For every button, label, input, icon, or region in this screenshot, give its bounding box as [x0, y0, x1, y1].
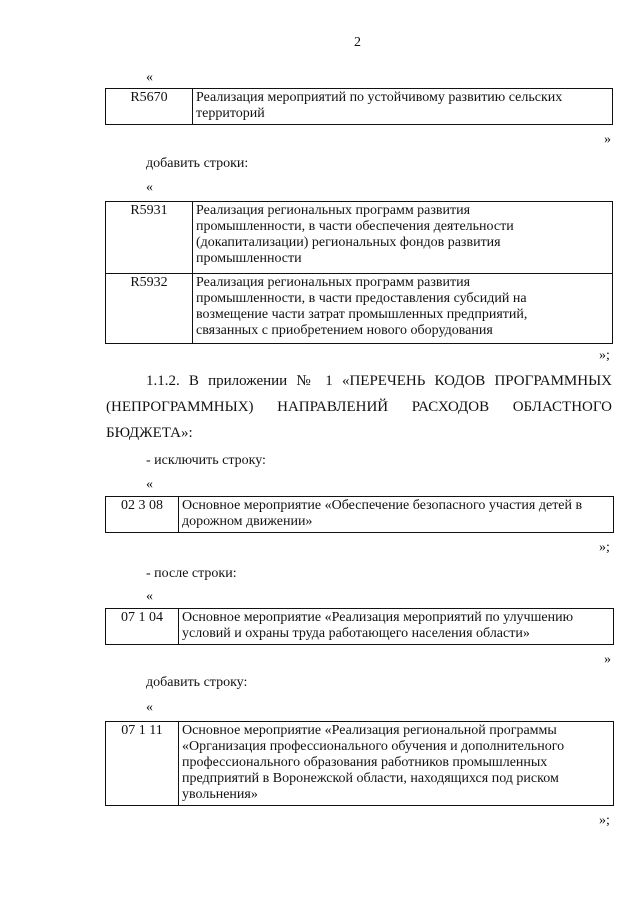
- description-cell: Основное мероприятие «Обеспечение безопасного участия детей в дорожном движении»: [179, 497, 614, 533]
- code-table-r5670: [105, 88, 613, 125]
- quote-close-1: »: [604, 132, 611, 147]
- quote-close-semi-1: »;: [599, 348, 610, 363]
- table-row: [106, 609, 614, 645]
- code-cell: R5670: [106, 89, 193, 125]
- description-cell: Реализация региональных программ развития промышленности, в части обеспечения деятельности (докапитализации) региональных фондов развития промышленности: [193, 202, 613, 274]
- description-cell: Основное мероприятие «Реализация мероприятий по улучшению условий и охраны труда работающего населения области»: [179, 609, 614, 645]
- quote-close-2: »: [604, 652, 611, 667]
- code-table-exclude: [105, 496, 614, 533]
- quote-close-semi-3: »;: [599, 813, 610, 828]
- quote-open-3: «: [146, 477, 153, 492]
- code-table-add: [105, 721, 614, 806]
- quote-open-4: «: [146, 589, 153, 604]
- paragraph-line: БЮДЖЕТА»:: [106, 425, 193, 441]
- page-number: 2: [354, 35, 361, 50]
- description-cell: Реализация мероприятий по устойчивому развитию сельских территорий: [193, 89, 613, 125]
- code-table-after: [105, 608, 614, 645]
- quote-close-semi-2: »;: [599, 540, 610, 555]
- paragraph-line: (НЕПРОГРАММНЫХ) НАПРАВЛЕНИЙ РАСХОДОВ ОБЛАСТНОГО: [106, 399, 612, 415]
- code-table-new-rows: [105, 201, 613, 344]
- description-cell: Основное мероприятие «Реализация региональной программы «Организация профессионального обучения и дополнительного профессионального образования работников промышленных предприятий в Воронежской области, находящихся под риском увольнения»: [179, 722, 614, 806]
- code-cell: R5932: [106, 274, 193, 344]
- table-row: [106, 722, 614, 806]
- code-cell: 02 3 08: [106, 497, 179, 533]
- add-row-label: добавить строку:: [146, 675, 248, 690]
- table-row: [106, 202, 613, 274]
- table-row: [106, 497, 614, 533]
- paragraph-1-1-2: [106, 368, 612, 446]
- after-label: - после строки:: [146, 566, 237, 581]
- code-cell: R5931: [106, 202, 193, 274]
- quote-open-5: «: [146, 700, 153, 715]
- paragraph-line: 1.1.2. В приложении № 1 «ПЕРЕЧЕНЬ КОДОВ ПРОГРАММНЫХ: [146, 373, 612, 389]
- table-row: [106, 274, 613, 344]
- code-cell: 07 1 11: [106, 722, 179, 806]
- quote-open-1: «: [146, 70, 153, 85]
- exclude-label: - исключить строку:: [146, 453, 266, 468]
- description-cell: Реализация региональных программ развития промышленности, в части предоставления субсидий на возмещение части затрат промышленных предприятий, связанных с приобретением нового оборудования: [193, 274, 613, 344]
- table-row: [106, 89, 613, 125]
- code-cell: 07 1 04: [106, 609, 179, 645]
- quote-open-2: «: [146, 180, 153, 195]
- add-rows-label: добавить строки:: [146, 156, 249, 171]
